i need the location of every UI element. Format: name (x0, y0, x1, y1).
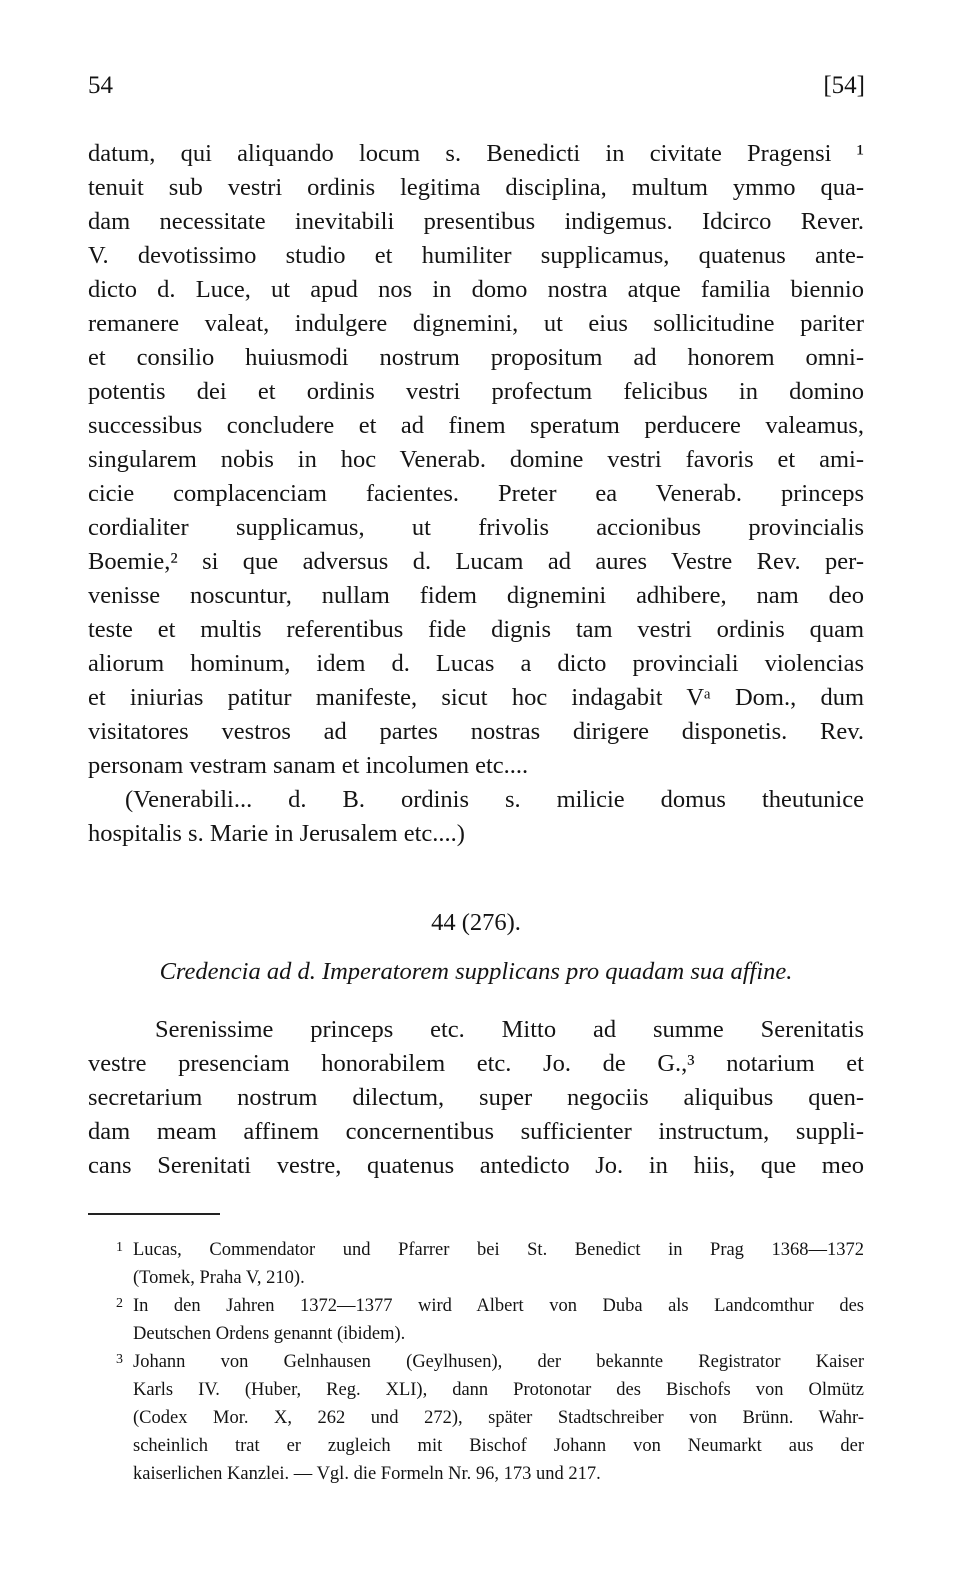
section-number: 44 (276). (431, 909, 521, 936)
footnote-line: kaiserlichen Kanzlei. — Vgl. die Formeln Nr. 96, 173 und 217. (133, 1464, 601, 1484)
footnote-line: Johann von Gelnhausen (Geylhusen), der bekannte Registrator Kaiser (133, 1352, 864, 1372)
letter1-line: venisse noscuntur, nullam fidem dignemini adhibere, nam deo (88, 582, 864, 609)
letter1-line: cicie complacenciam facientes. Preter ea Venerab. princeps (88, 480, 864, 507)
page-number: 54 (88, 72, 113, 99)
letter1-line: tenuit sub vestri ordinis legitima disciplina, multum ymmo qua- (88, 174, 864, 201)
footnote-line: (Tomek, Praha V, 210). (133, 1268, 305, 1288)
letter1-line: visitatores vestros ad partes nostras dirigere disponetis. Rev. (88, 718, 864, 745)
letter2-line: Serenissime princeps etc. Mitto ad summe Serenitatis (155, 1016, 864, 1043)
footnote-line: In den Jahren 1372—1377 wird Albert von Duba als Landcomthur des (133, 1296, 864, 1316)
footnote-number: 3 (116, 1352, 123, 1367)
letter1-line: cordialiter supplicamus, ut frivolis accionibus provincialis (88, 514, 864, 541)
footnote-line: scheinlich trat er zugleich mit Bischof Johann von Neumarkt aus der (133, 1436, 864, 1456)
footnote-number: 1 (116, 1240, 123, 1255)
letter1-line: et iniurias patitur manifeste, sicut hoc indagabit Vᵃ Dom., dum (88, 684, 864, 711)
page-header (88, 72, 865, 112)
letter1-line: aliorum hominum, idem d. Lucas a dicto provinciali violencias (88, 650, 864, 677)
page-number-bracketed: [54] (823, 72, 865, 99)
letter1-line: potentis dei et ordinis vestri profectum felicibus in domino (88, 378, 864, 405)
letter1-line: et consilio huiusmodi nostrum propositum ad honorem omni- (88, 344, 864, 371)
letter1-line: dicto d. Luce, ut apud nos in domo nostra atque familia biennio (88, 276, 864, 303)
footnote-line: Karls IV. (Huber, Reg. XLI), dann Protonotar des Bischofs von Olmütz (133, 1380, 864, 1400)
closing-line: (Venerabili... d. B. ordinis s. milicie domus theutunice (125, 786, 864, 813)
letter1-line: V. devotissimo studio et humiliter supplicamus, quatenus ante- (88, 242, 864, 269)
letter1-line: Boemie,² si que adversus d. Lucam ad aures Vestre Rev. per- (88, 548, 864, 575)
letter2-line: vestre presenciam honorabilem etc. Jo. de G.,³ notarium et (88, 1050, 864, 1077)
footnote-separator (88, 1213, 220, 1215)
footnote-line: Lucas, Commendator und Pfarrer bei St. Benedict in Prag 1368—1372 (133, 1240, 864, 1260)
letter1-line: dam necessitate inevitabili presentibus indigemus. Idcirco Rever. (88, 208, 864, 235)
letter1-line: remanere valeat, indulgere dignemini, ut eius sollicitudine pariter (88, 310, 864, 337)
closing-line: hospitalis s. Marie in Jerusalem etc....) (88, 820, 465, 847)
letter1-line: personam vestram sanam et incolumen etc.... (88, 752, 529, 779)
letter1-line: singularem nobis in hoc Venerab. domine vestri favoris et ami- (88, 446, 864, 473)
letter2-line: secretarium nostrum dilectum, super negociis aliquibus quen- (88, 1084, 864, 1111)
footnote-line: (Codex Mor. X, 262 und 272), später Stadtschreiber von Brünn. Wahr- (133, 1408, 864, 1428)
section-title: Credencia ad d. Imperatorem supplicans pro quadam sua affine. (159, 958, 793, 985)
letter1-line: successibus concludere et ad finem speratum perducere valeamus, (88, 412, 864, 439)
letter2-line: cans Serenitati vestre, quatenus antedicto Jo. in hiis, que meo (88, 1152, 864, 1179)
letter2-line: dam meam affinem concernentibus sufficienter instructum, suppli- (88, 1118, 864, 1145)
footnote-line: Deutschen Ordens genannt (ibidem). (133, 1324, 406, 1344)
footnote-number: 2 (116, 1296, 123, 1311)
letter1-line: datum, qui aliquando locum s. Benedicti in civitate Pragensi ¹ (88, 140, 864, 167)
letter1-line: teste et multis referentibus fide dignis tam vestri ordinis quam (88, 616, 864, 643)
